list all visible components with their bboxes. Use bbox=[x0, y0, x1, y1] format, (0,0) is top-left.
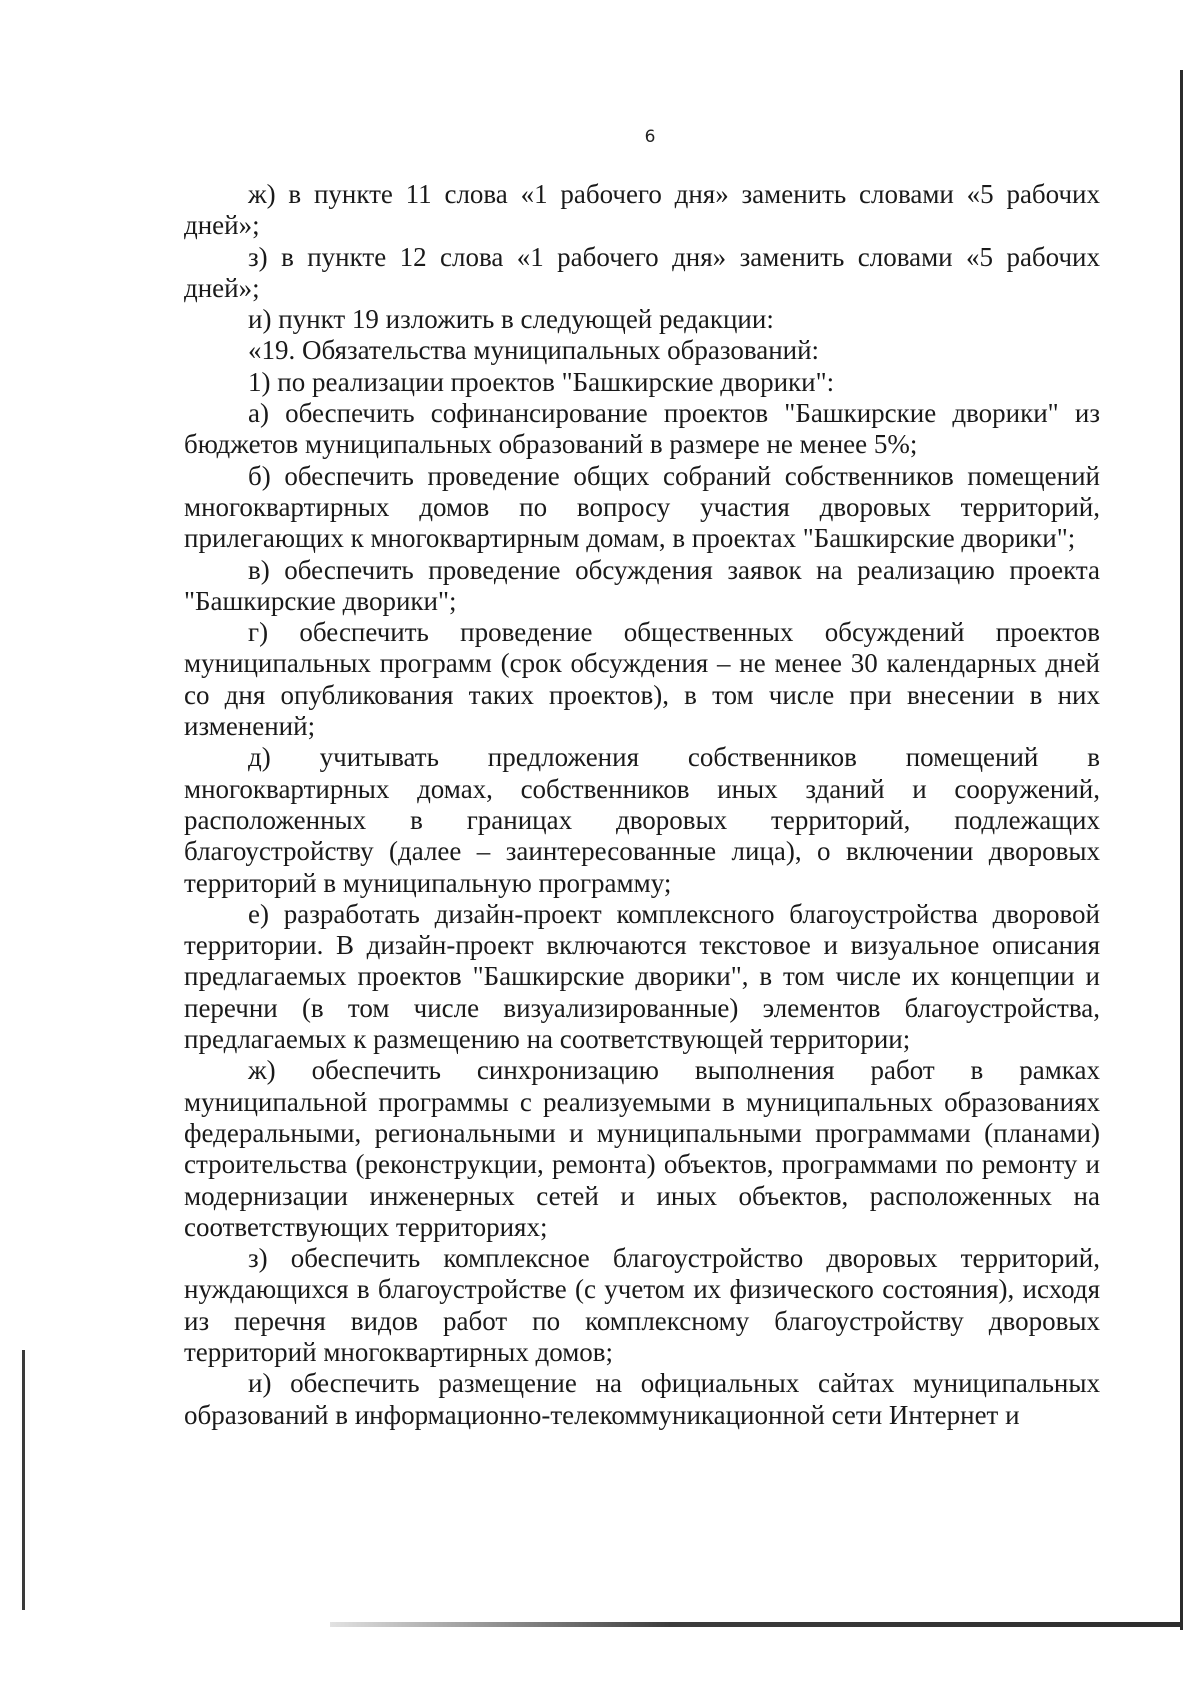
scan-edge-bottom bbox=[330, 1622, 1182, 1627]
paragraph: е) разработать дизайн-проект комплексного благоустройства дворовой территории. В дизайн-проект включаются текстовое и визуальное описания предлагаемых проектов "Башкирские дворики", в том числе их концепции и перечни (в том числе визуализированные) элементов благоустройства, предлагаемых к размещению на соответствующей территории; bbox=[184, 898, 1100, 1055]
document-body bbox=[184, 179, 1100, 1431]
paragraph: д) учитывать предложения собственников помещений в многоквартирных домах, собственников иных зданий и сооружений, расположенных в границах дворовых территорий, подлежащих благоустройству (далее – заинтересованные лица), о включении дворовых территорий в муниципальную программу; bbox=[184, 742, 1100, 898]
paragraph: а) обеспечить софинансирование проектов "Башкирские дворики" из бюджетов муниципальных образований в размере не менее 5%; bbox=[184, 398, 1100, 460]
paragraph: г) обеспечить проведение общественных обсуждений проектов муниципальных программ (срок обсуждения – не менее 30 календарных дней со дня опубликования таких проектов), в том числе при внесении в них изменений; bbox=[184, 617, 1100, 742]
paragraph: ж) обеспечить синхронизацию выполнения работ в рамках муниципальной программы с реализуемыми в муниципальных образованиях федеральными, региональными и муниципальными программами (планами) строительства (реконструкции, ремонта) объектов, программами по ремонту и модернизации инженерных сетей и иных объектов, расположенных на соответствующих территориях; bbox=[184, 1055, 1100, 1242]
paragraph: ж) в пункте 11 слова «1 рабочего дня» заменить словами «5 рабочих дней»; bbox=[184, 179, 1100, 241]
page-number: 6 bbox=[644, 127, 656, 147]
paragraph: 1) по реализации проектов "Башкирские дворики": bbox=[248, 366, 835, 397]
paragraph: з) в пункте 12 слова «1 рабочего дня» заменить словами «5 рабочих дней»; bbox=[184, 241, 1100, 303]
paragraph: и) обеспечить размещение на официальных сайтах муниципальных образований в информационно-телекоммуникационной сети Интернет и bbox=[184, 1368, 1100, 1430]
paragraph: з) обеспечить комплексное благоустройство дворовых территорий, нуждающихся в благоустройстве (с учетом их физического состояния), исходя из перечня видов работ по комплексному благоустройству дворовых территорий многоквартирных домов; bbox=[184, 1243, 1100, 1367]
paragraph: б) обеспечить проведение общих собраний собственников помещений многоквартирных домов по вопросу участия дворовых территорий, прилегающих к многоквартирным домам, в проектах "Башкирские дворики"; bbox=[184, 460, 1100, 554]
scan-edge-left bbox=[22, 1350, 25, 1610]
scan-edge-right bbox=[1180, 70, 1183, 1630]
paragraph: в) обеспечить проведение обсуждения заявок на реализацию проекта "Башкирские дворики"; bbox=[184, 554, 1100, 616]
paragraph: «19. Обязательства муниципальных образований: bbox=[248, 335, 820, 366]
paragraph: и) пункт 19 изложить в следующей редакции: bbox=[248, 304, 774, 335]
